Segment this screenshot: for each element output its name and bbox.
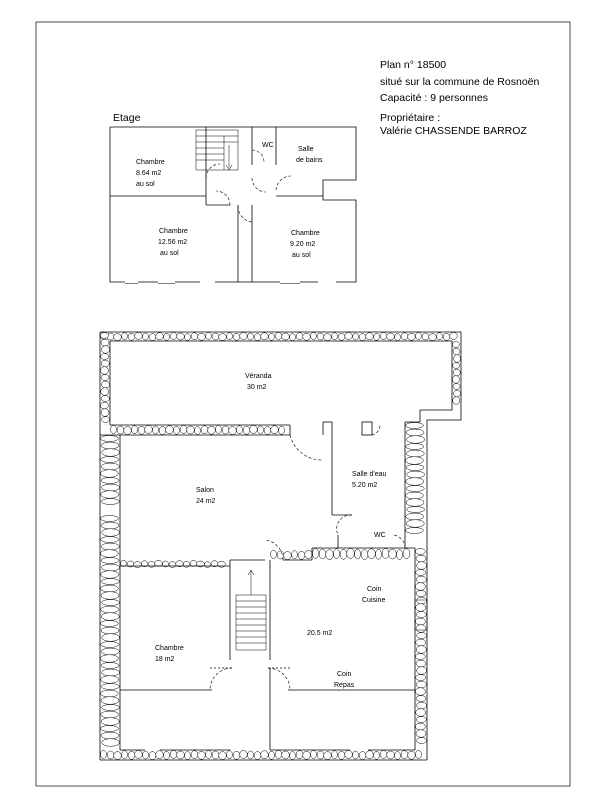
salon-label: Salon [196,487,214,494]
stone-walls [100,332,460,759]
upper-staircase [196,130,238,170]
ground-staircase [230,560,270,660]
coin-repas-label-1: Coin [337,671,352,678]
ground-wc-label: WC [374,532,386,539]
coin-cuisine-label-2: Cuisine [362,597,386,604]
owner-name: Valérie CHASSENDE BARROZ [380,125,527,137]
commune: situé sur la commune de Rosnoën [380,76,540,88]
coin-cuisine-label-1: Coin [367,586,382,593]
upper-wc-label: WC [262,142,274,149]
salon-area: 24 m2 [196,498,216,505]
header-block [380,59,539,137]
kitchen-area: 20.5 m2 [307,630,333,637]
owner-label: Propriétaire : [380,112,441,124]
capacity: Capacité : 9 personnes [380,92,488,104]
plan-number: Plan n° 18500 [380,59,447,71]
upper-bedroom1-label-2: 8.64 m2 [136,170,162,177]
upper-bedroom1-label-1: Chambre [136,159,165,166]
upper-floor-title: Etage [113,112,141,124]
upper-bedroom1-label-3: au sol [136,181,155,188]
upper-bedroom2-label-2: 12.56 m2 [158,239,188,246]
ground-floor-plan [100,332,461,760]
upper-bedroom3-label-2: 9.20 m2 [290,241,316,248]
upper-bedroom3-label-1: Chambre [291,230,320,237]
ground-chambre-label: Chambre [155,645,184,652]
upper-bedroom2-label-3: au sol [160,250,179,257]
upper-bedroom2-label-1: Chambre [159,228,188,235]
upper-bathroom-label-2: de bains [296,157,323,164]
upper-floor-plan [110,112,356,284]
salle-eau-area: 5.20 m2 [352,482,378,489]
veranda-area: 30 m2 [247,384,267,391]
upper-bathroom-label-1: Salle [298,146,314,153]
salle-eau-label: Salle d'eau [352,471,387,478]
coin-repas-label-2: Repas [334,682,355,689]
ground-chambre-area: 18 m2 [155,656,175,663]
veranda-label: Véranda [245,373,272,380]
upper-bedroom3-label-3: au sol [292,252,311,259]
